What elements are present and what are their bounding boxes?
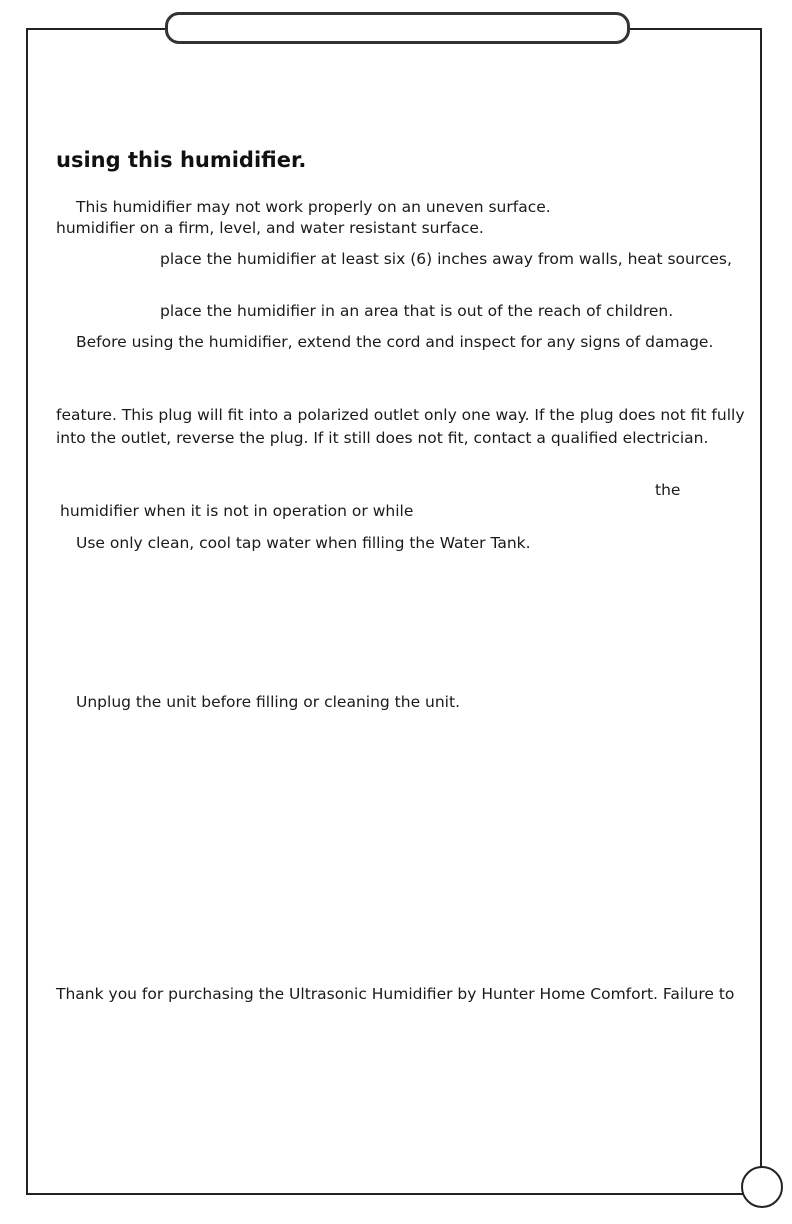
text-line-thank-you: Thank you for purchasing the Ultrasonic Humidifier by Hunter Home Comfort. Failure to: [56, 985, 735, 1003]
text-line-inspect-cord: Before using the humidifier, extend the cord and inspect for any signs of damage.: [76, 333, 714, 351]
text-line-unplug: Unplug the unit before filling or cleaning the unit.: [76, 693, 460, 711]
section-heading: using this humidifier.: [56, 148, 307, 172]
text-line-children: place the humidifier in an area that is out of the reach of children.: [160, 302, 674, 320]
text-line-the: the: [655, 481, 681, 499]
text-line-tap-water: Use only clean, cool tap water when filling the Water Tank.: [76, 534, 531, 552]
text-line-firm-surface: humidifier on a firm, level, and water resistant surface.: [56, 219, 484, 237]
text-line-not-in-operation: humidifier when it is not in operation or while: [60, 502, 414, 520]
text-line-electrician: into the outlet, reverse the plug. If it still does not fit, contact a qualified electrician.: [56, 429, 709, 447]
page-number-circle: [741, 1166, 783, 1208]
text-line-polarized-plug: feature. This plug will fit into a polarized outlet only one way. If the plug does not fit fully: [56, 406, 745, 424]
text-line-uneven-surface: This humidifier may not work properly on an uneven surface.: [76, 198, 551, 216]
text-line-six-inches: place the humidifier at least six (6) inches away from walls, heat sources,: [160, 250, 732, 268]
header-tab: [165, 12, 630, 44]
